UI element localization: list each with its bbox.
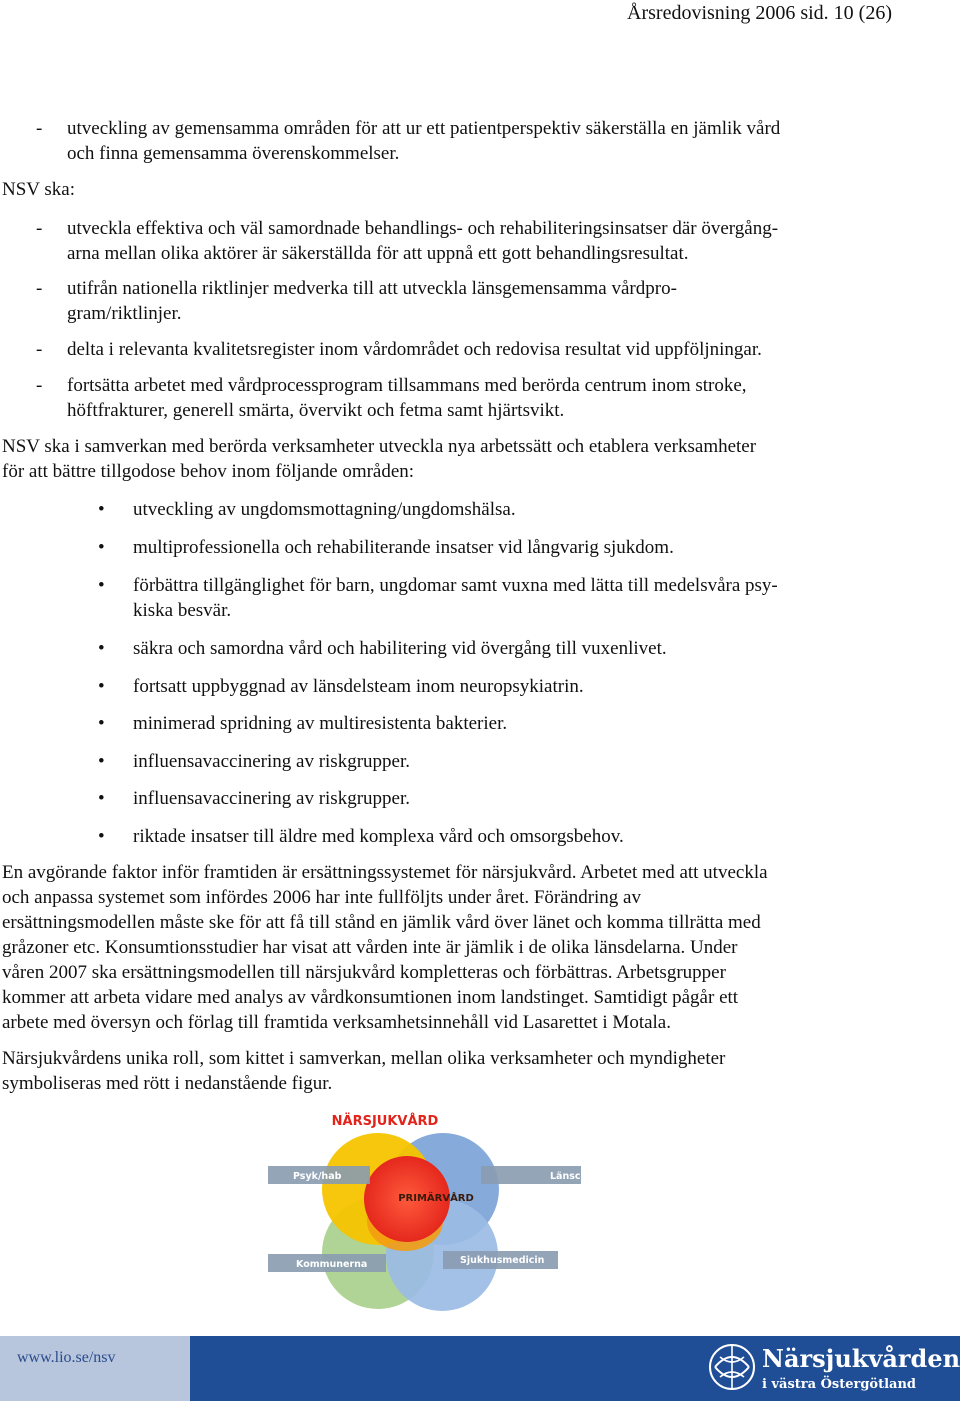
list-item-line: gram/riktlinjer. [67, 303, 182, 324]
brand-subtitle: i västra Östergötland [762, 1377, 917, 1392]
dash-marker: - [36, 278, 43, 299]
label-lanscentra: Länscentra [550, 1171, 610, 1182]
label-psyk: Psyk/hab [293, 1171, 342, 1182]
bullet-item: kiska besvär. [133, 600, 232, 621]
bullet-item: multiprofessionella och rehabiliterande insatser vid långvarig sjukdom. [133, 537, 674, 558]
dash-marker: - [36, 339, 43, 360]
bullet-icon: • [98, 751, 105, 772]
list-item-line: utveckling av gemensamma områden för att ur ett patientperspektiv säkerställa en jämlik vård [67, 118, 781, 139]
brand-name: Närsjukvården [762, 1344, 960, 1373]
intro-line: för att bättre tillgodose behov inom följande områden: [2, 461, 415, 482]
list-item-line: fortsätta arbetet med vårdprocessprogram tillsammans med berörda centrum inom stroke, [67, 375, 747, 396]
footer-url[interactable]: www.lio.se/nsv [17, 1349, 116, 1366]
bullet-item: riktade insatser till äldre med komplexa vård och omsorgsbehov. [133, 826, 624, 847]
bullet-item: säkra och samordna vård och habilitering vid övergång till vuxenlivet. [133, 638, 667, 659]
bullet-icon: • [98, 713, 105, 734]
figure-center-label: PRIMÄRVÅRD [398, 1193, 474, 1204]
paragraph-line: gråzoner etc. Konsumtionsstudier har visat att vården inte är jämlik i de olika länsdelarna. Under [2, 937, 738, 958]
dash-marker: - [36, 218, 43, 239]
bullet-icon: • [98, 826, 105, 847]
dash-marker: - [36, 375, 43, 396]
section-heading: NSV ska: [2, 179, 76, 200]
bullet-item: förbättra tillgänglighet för barn, ungdomar samt vuxna med lätta till medelsvåra psy- [133, 575, 778, 596]
figure-title: NÄRSJUKVÅRD [331, 1114, 439, 1129]
paragraph-line: symboliseras med rött i nedanstående figur. [2, 1073, 333, 1094]
label-kommunerna: Kommunerna [296, 1259, 368, 1270]
list-item-line: arna mellan olika aktörer är säkerställda för att uppnå ett gott behandlingsresultat. [67, 243, 689, 264]
bullet-icon: • [98, 788, 105, 809]
list-item-line: delta i relevanta kvalitetsregister inom vårdområdet och redovisa resultat vid uppföljningar. [67, 339, 762, 360]
narsjukvarden-logo-icon [707, 1342, 757, 1392]
bullet-item: minimerad spridning av multiresistenta bakterier. [133, 713, 508, 734]
label-sjukhusmedicin: Sjukhusmedicin [460, 1255, 545, 1266]
paragraph-line: arbete med översyn och förlag till framtida verksamhetsinnehåll vid Lasarettet i Motala. [2, 1012, 671, 1033]
bullet-icon: • [98, 575, 105, 596]
paragraph-line: kommer att arbeta vidare med analys av vårdkonsumtionen inom landstinget. Samtidigt pågår ett [2, 987, 739, 1008]
paragraph-line: och anpassa systemet som infördes 2006 har inte fullföljts under året. Förändring av [2, 887, 641, 908]
page-header: Årsredovisning 2006 sid. 10 (26) [627, 2, 892, 24]
list-item-line: utveckla effektiva och väl samordnade behandlings- och rehabiliteringsinsatser där övergång- [67, 218, 779, 239]
paragraph-line: ersättningsmodellen måste ske för att få till stånd en jämlik vård över länet och komma tillrätta med [2, 912, 761, 933]
intro-line: NSV ska i samverkan med berörda verksamheter utveckla nya arbetssätt och etablera verksamheter [2, 436, 757, 457]
bullet-icon: • [98, 676, 105, 697]
paragraph-line: våren 2007 ska ersättningsmodellen till närsjukvård kompletteras och förbättras. Arbetsgrupper [2, 962, 726, 983]
bullet-item: influensavaccinering av riskgrupper. [133, 788, 410, 809]
footer-left-band [0, 1336, 190, 1401]
narsjukvard-diagram [255, 1103, 610, 1318]
dash-marker: - [36, 118, 43, 139]
page-footer [0, 1336, 960, 1401]
bullet-item: utveckling av ungdomsmottagning/ungdomshälsa. [133, 499, 516, 520]
list-item-line: höftfrakturer, generell smärta, övervikt och fetma samt hjärtsvikt. [67, 400, 565, 421]
list-item-line: utifrån nationella riktlinjer medverka till att utveckla länsgemensamma vårdpro- [67, 278, 677, 299]
bullet-icon: • [98, 638, 105, 659]
bullet-icon: • [98, 537, 105, 558]
bullet-item: influensavaccinering av riskgrupper. [133, 751, 410, 772]
paragraph-line: Närsjukvårdens unika roll, som kittet i samverkan, mellan olika verksamheter och myndigheter [2, 1048, 726, 1069]
bullet-icon: • [98, 499, 105, 520]
paragraph-line: En avgörande faktor inför framtiden är ersättningssystemet för närsjukvård. Arbetet med att utveckla [2, 862, 768, 883]
bullet-item: fortsatt uppbyggnad av länsdelsteam inom neuropsykiatrin. [133, 676, 584, 697]
list-item-line: och finna gemensamma överenskommelser. [67, 143, 400, 164]
